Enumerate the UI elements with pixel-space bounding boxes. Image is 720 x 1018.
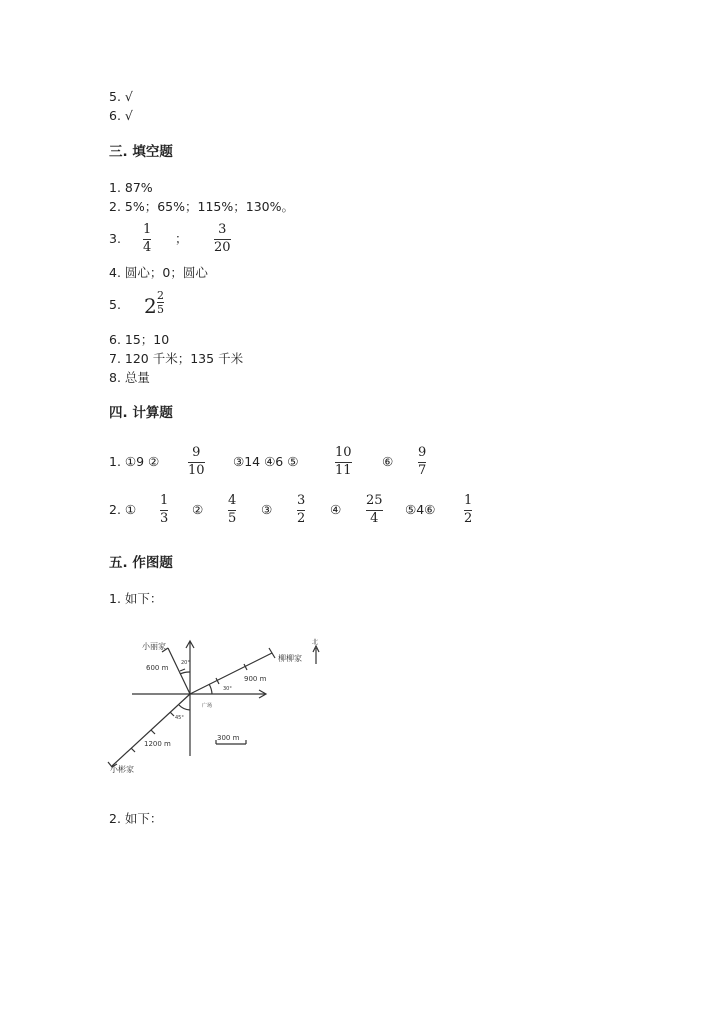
- line-to-xiaoli: [168, 648, 190, 694]
- fraction-1-2: [464, 494, 472, 526]
- denominator: 3: [160, 511, 169, 526]
- calc-row-2-part-a: 2. ①: [109, 502, 137, 517]
- fill-answer-2: 2. 5%；65%；115%；130%。: [109, 199, 294, 214]
- numerator: 1: [143, 222, 152, 237]
- tick: [131, 748, 135, 752]
- fill-answer-6: 6. 15；10: [109, 332, 170, 347]
- fraction-3-20: [214, 223, 231, 255]
- label-plaza: 广场: [202, 703, 213, 709]
- calc-row-2-part-e: ⑤4⑥: [405, 502, 436, 517]
- fraction-1-4: [143, 223, 151, 255]
- fraction-9-7: [418, 446, 426, 478]
- label-xiaobin: 小彬家: [110, 765, 134, 774]
- label-north: 北: [312, 639, 319, 646]
- fraction-25-4: [366, 494, 383, 526]
- numerator: 3: [218, 222, 227, 237]
- denominator: 11: [335, 463, 352, 478]
- denominator: 7: [418, 463, 427, 478]
- direction-diagram: [100, 628, 340, 778]
- label-angle-30: 30°: [223, 686, 232, 692]
- denominator: 10: [188, 463, 205, 478]
- fraction-1-3: [160, 494, 168, 526]
- label-angle-20: 20°: [181, 660, 190, 666]
- angle-arc-20: [180, 672, 190, 674]
- tick: [151, 730, 155, 734]
- label-xiaoli: 小丽家: [142, 642, 166, 651]
- label-angle-45: 45°: [175, 715, 184, 721]
- denominator: 4: [370, 511, 379, 526]
- angle-arc-45: [179, 705, 190, 710]
- numerator: 25: [366, 493, 383, 508]
- calc-row-1-part-c: ⑥: [382, 454, 394, 469]
- fraction-3-2: [297, 494, 305, 526]
- section-title-fill-in: 三. 填空题: [109, 144, 173, 160]
- denominator: 5: [157, 303, 164, 316]
- fill-answer-7: 7. 120 千米；135 千米: [109, 351, 244, 366]
- denominator: 20: [214, 240, 231, 255]
- label-liuliu: 柳柳家: [278, 654, 302, 663]
- answer-5: 5. √: [109, 89, 133, 104]
- numerator: 3: [297, 493, 306, 508]
- label-scale: 300 m: [217, 734, 240, 742]
- numerator: 10: [335, 445, 352, 460]
- liuliu-end-mark: [269, 648, 275, 658]
- numerator: 1: [464, 493, 473, 508]
- fill-answer-5-label: 5.: [109, 297, 121, 312]
- numerator: 4: [228, 493, 237, 508]
- separator: ；: [175, 231, 188, 246]
- calc-row-2-part-d: ④: [330, 502, 342, 517]
- label-1200m: 1200 m: [144, 740, 171, 748]
- denominator: 5: [228, 511, 237, 526]
- fraction-part: [157, 290, 164, 315]
- section-title-calculation: 四. 计算题: [109, 405, 173, 421]
- fraction-9-10: [188, 446, 205, 478]
- denominator: 2: [297, 511, 306, 526]
- label-900m: 900 m: [244, 675, 267, 683]
- tick: [180, 669, 185, 671]
- numerator: 9: [418, 445, 427, 460]
- whole-part: 2: [144, 294, 157, 318]
- fill-answer-4: 4. 圆心；0；圆心: [109, 265, 208, 280]
- fill-answer-3-label: 3.: [109, 231, 121, 246]
- label-600m: 600 m: [146, 664, 169, 672]
- fraction-4-5: [228, 494, 236, 526]
- angle-arc-30: [209, 684, 212, 694]
- fill-answer-1: 1. 87%: [109, 180, 153, 195]
- drawing-answer-1: 1. 如下：: [109, 591, 163, 606]
- calc-row-2-part-b: ②: [192, 502, 204, 517]
- answer-6: 6. √: [109, 108, 133, 123]
- denominator: 4: [143, 240, 152, 255]
- drawing-answer-2: 2. 如下：: [109, 811, 163, 826]
- denominator: 2: [464, 511, 473, 526]
- calc-row-2-part-c: ③: [261, 502, 273, 517]
- fill-answer-8: 8. 总量: [109, 370, 150, 385]
- numerator: 1: [160, 493, 169, 508]
- fraction-10-11: [335, 446, 352, 478]
- numerator: 9: [192, 445, 201, 460]
- calc-row-1-part-b: ③14 ④6 ⑤: [233, 454, 299, 469]
- numerator: 2: [157, 289, 164, 302]
- section-title-drawing: 五. 作图题: [109, 555, 173, 571]
- calc-row-1-part-a: 1. ①9 ②: [109, 454, 160, 469]
- tick: [170, 712, 174, 716]
